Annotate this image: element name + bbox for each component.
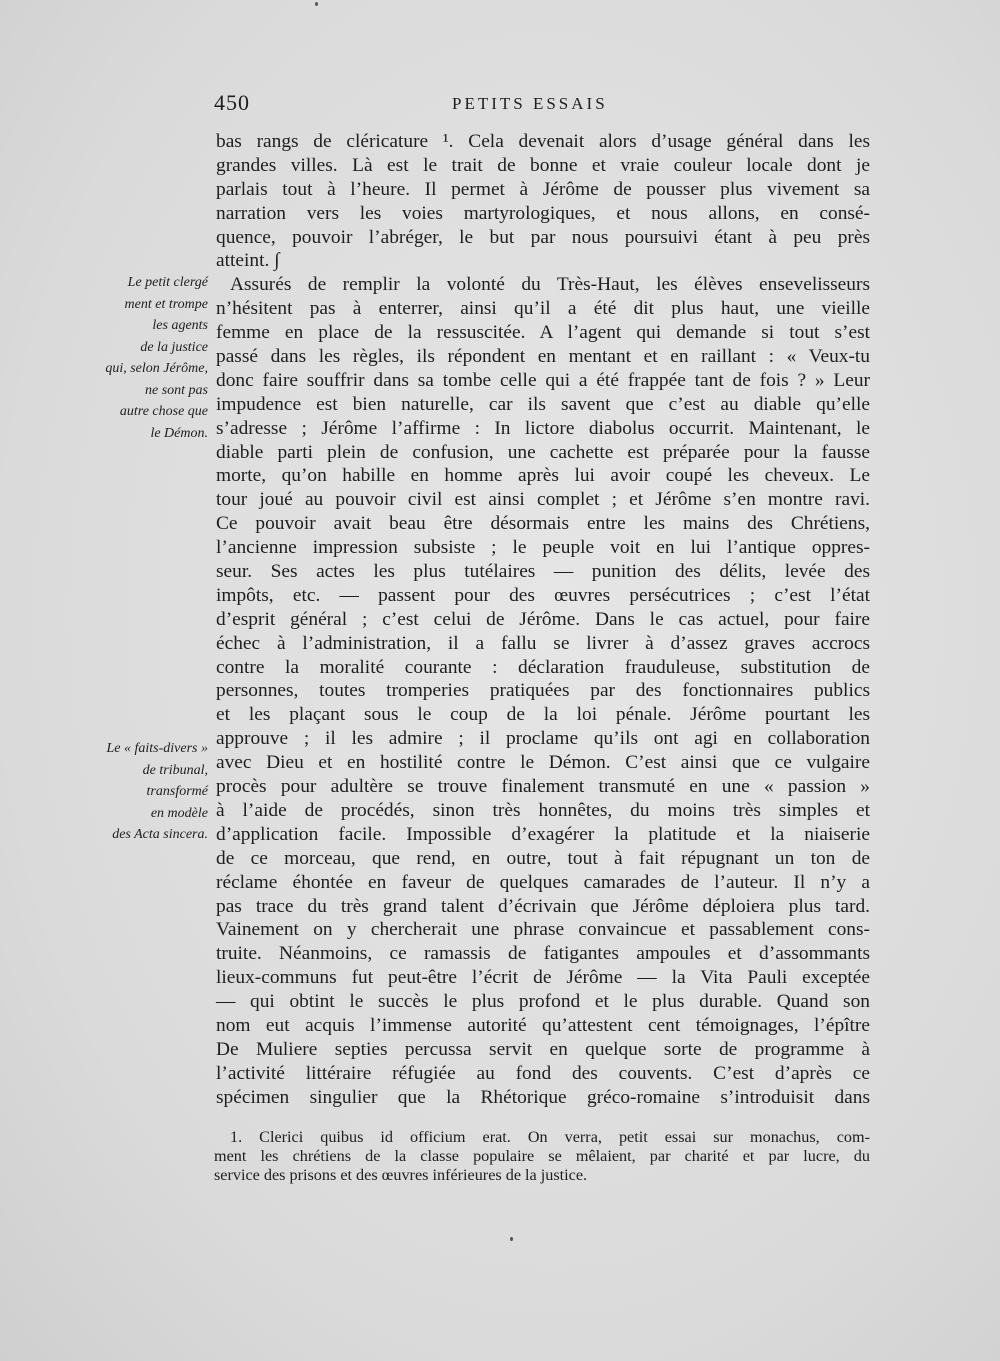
body-line: lieux-communs fut peut-être l’écrit de Jérôme — la Vita Pauli exceptée — [216, 967, 870, 989]
body-line: et les plaçant sous le coup de la loi pénale. Jérôme pourtant les — [216, 704, 870, 726]
margin-note-clergy — [82, 272, 208, 444]
body-line: l’ancienne impression subsiste ; le peuple voit en lui l’antique oppres- — [216, 537, 870, 559]
body-line: d’application facile. Impossible d’exagérer la platitude et la niaiserie — [216, 823, 870, 845]
margin-note-line: le Démon. — [150, 425, 208, 441]
margin-note-line: autre chose que — [119, 404, 208, 419]
body-line: tour joué au pouvoir civil est ainsi complet ; et Jérôme s’en montre ravi. — [216, 489, 870, 511]
body-line: impôts, etc. — passent pour des œuvres persécutrices ; c’est l’état — [216, 584, 870, 606]
margin-note-line: Le « faits-divers » — [106, 741, 208, 756]
body-line: passé dans les règles, ils répondent en mentant et en raillant : « Veux-tu — [216, 346, 870, 368]
body-line: donc faire souffrir dans sa tombe celle qui a été frappée tant de fois ? » Leur — [216, 369, 870, 391]
footnote-line: ment les chrétiens de la classe populaire se mêlaient, par charité et par lucre, du — [214, 1147, 870, 1165]
margin-note-line: les agents — [152, 318, 208, 333]
body-line: grandes villes. Là est le trait de bonne et vraie couleur locale dont je — [216, 154, 870, 176]
footnote-line: service des prisons et des œuvres inférieures de la justice. — [214, 1166, 588, 1184]
margin-note-line: Le petit clergé — [127, 275, 208, 290]
page-header — [214, 90, 870, 120]
body-line: approuve ; il les admire ; il proclame qu’ils ont agi en collaboration — [216, 728, 870, 750]
body-line: Vainement on y chercherait une phrase convaincue et passablement cons- — [216, 919, 870, 941]
body-line: seur. Ses actes les plus tutélaires — punition des délits, levée des — [216, 561, 870, 583]
margin-note-line: des Acta sincera. — [112, 827, 208, 842]
footnote-line: 1. Clerici quibus id officium erat. On verra, petit essai sur monachus, com- — [230, 1128, 870, 1146]
margin-note-line: transformé — [146, 784, 208, 799]
margin-note-line: qui, selon Jérôme, — [105, 361, 208, 376]
margin-note-line: ne sont pas — [145, 382, 208, 398]
body-line: truite. Néanmoins, ce ramassis de fatigantes ampoules et d’assommants — [216, 943, 870, 965]
body-line: diable parti plein de confusion, une cachette est préparée pour la fausse — [216, 441, 870, 463]
body-line: quence, pouvoir l’abréger, le but par nous poursuivi étant à peu près — [216, 226, 870, 248]
body-line: s’adresse ; Jérôme l’affirme : In lictore diabolus occurrit. Maintenant, le — [216, 417, 870, 439]
ink-speck — [510, 1237, 513, 1241]
ink-speck — [315, 2, 318, 6]
body-line: réclame éhontée en faveur de quelques camarades de l’auteur. Il n’y a — [216, 871, 870, 893]
body-line: spécimen singulier que la Rhétorique gréco-romaine s’introduisit dans — [216, 1086, 870, 1108]
margin-note-line: de la justice — [140, 339, 208, 355]
margin-note-line: ment et trompe — [124, 296, 208, 312]
margin-note-tribunal — [82, 738, 208, 846]
body-line: impudence est bien naturelle, car ils savent que c’est au diable qu’elle — [216, 393, 870, 415]
body-line: pas trace du très grand talent d’écrivain que Jérôme déploiera plus tard. — [216, 895, 870, 917]
body-line: parlais tout à l’heure. Il permet à Jérôme de pousser plus vivement sa — [216, 178, 870, 200]
margin-note-line: de tribunal, — [142, 762, 208, 778]
body-line: à l’aide de procédés, sinon très honnêtes, du moins très simples et — [216, 799, 870, 821]
body-line: d’esprit général ; c’est celui de Jérôme. Dans le cas actuel, pour faire — [216, 608, 870, 630]
body-line: de ce morceau, que rend, en outre, tout à fait répugnant un ton de — [216, 847, 870, 869]
body-text — [216, 130, 870, 1110]
footnote — [214, 1128, 870, 1185]
body-line: procès pour adultère se trouve finalement transmuté en une « passion » — [216, 776, 870, 798]
body-line: — qui obtint le succès le plus profond et le plus durable. Quand son — [216, 991, 870, 1013]
margin-note-line: en modèle — [150, 805, 208, 821]
running-title: PETITS ESSAIS — [452, 94, 608, 113]
body-line: bas rangs de cléricature ¹. Cela devenait alors d’usage général dans les — [216, 131, 870, 152]
page-number: 450 — [214, 90, 250, 115]
body-line: avec Dieu et en hostilité contre le Démon. C’est ainsi que ce vulgaire — [216, 752, 870, 774]
body-line: Assurés de remplir la volonté du Très-Haut, les élèves ensevelisseurs — [230, 274, 870, 296]
body-line: échec à l’administration, il a fallu se livrer à d’assez graves accrocs — [216, 632, 870, 654]
body-line: l’activité littéraire réfugiée au fond des couvents. C’est d’après ce — [216, 1062, 870, 1084]
body-line: morte, qu’on habille en homme après lui avoir coupé les cheveux. Le — [216, 465, 870, 487]
body-line: n’hésitent pas à enterrer, ainsi qu’il a été dit plus haut, une vieille — [216, 298, 870, 320]
body-line: Ce pouvoir avait beau être désormais entre les mains des Chrétiens, — [216, 513, 870, 535]
body-line: narration vers les voies martyrologiques, et nous allons, en consé- — [216, 202, 870, 224]
body-line: nom eut acquis l’immense autorité qu’attestent cent témoignages, l’épître — [216, 1014, 870, 1036]
body-line: atteint. ∫ — [216, 250, 280, 272]
body-line: De Muliere septies percussa servit en quelque sorte de programme à — [216, 1038, 870, 1060]
body-line: femme en place de la ressuscitée. A l’agent qui demande si tout s’est — [216, 322, 870, 344]
body-line: contre la moralité courante : déclaration frauduleuse, substitution de — [216, 656, 870, 678]
body-line: personnes, toutes tromperies pratiquées par des fonctionnaires publics — [216, 680, 870, 702]
